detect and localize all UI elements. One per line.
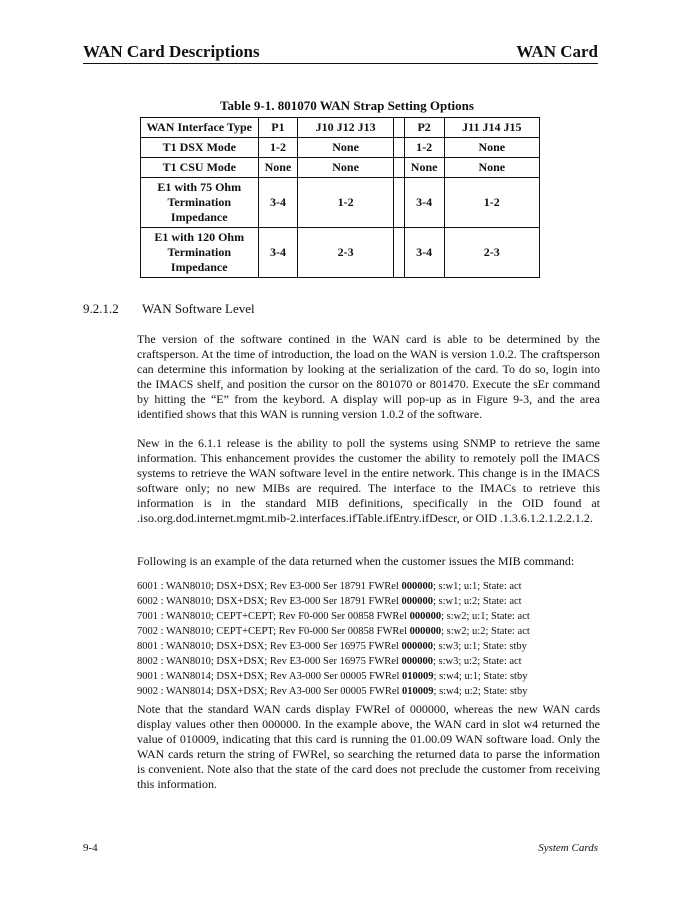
mib-output-line: 7002 : WAN8010; CEPT+CEPT; Rev F0-000 Ser 00858 FWRel 000000; s:w2; u:2; State: act [137,626,530,637]
header-rule [83,63,598,64]
table-cell: None [404,158,444,178]
section-title: WAN Software Level [142,301,255,316]
table-header-cell: P2 [404,118,444,138]
section-heading [83,301,255,317]
paragraph-text: New in the 6.1.1 release is the ability to poll the systems using SNMP to retrieve the same information. This enhancement provides the customer the ability to remotely poll the IMACS systems to retrieve the WAN software level in the entire network. This change is in the IMACS software only; no new MIBs are required. The interface to the IMACs to retrieve this information is in the standard MIB definitions, specifically in the OID found at .iso.org.dod.internet.mgmt.mib-2.interfaces.ifTable.ifEntry.ifDescr, or OID .1.3.6.1.2.1.2.2.1.2. [137,436,600,525]
section-number: 9.2.1.2 [83,301,119,316]
table-row [141,228,540,278]
page-header [83,40,598,62]
table-cell: T1 CSU Mode [141,158,259,178]
table-cell: 3-4 [258,178,298,228]
table-cell: None [444,138,539,158]
strap-settings-table [140,117,540,278]
table-cell: E1 with 120 Ohm Termination Impedance [141,228,259,278]
mib-output-line: 8002 : WAN8010; DSX+DSX; Rev E3-000 Ser 16975 FWRel 000000; s:w3; u:2; State: act [137,656,522,667]
table-caption: Table 9-1. 801070 WAN Strap Setting Options [220,98,474,113]
page-number: 9-4 [83,842,98,854]
mib-output-line: 8001 : WAN8010; DSX+DSX; Rev E3-000 Ser 16975 FWRel 000000; s:w3; u:1; State: stby [137,641,527,652]
mib-output-line: 9002 : WAN8014; DSX+DSX; Rev A3-000 Ser 00005 FWRel 010009; s:w4; u:2; State: stby [137,686,528,697]
table-header-cell: J10 J12 J13 [298,118,393,138]
table-cell: 3-4 [404,228,444,278]
table-cell: 2-3 [298,228,393,278]
page-footer [83,842,598,854]
table-header-cell: J11 J14 J15 [444,118,539,138]
table-cell: None [298,138,393,158]
paragraph-text: Note that the standard WAN cards display FWRel of 000000, whereas the new WAN cards display values other then 000000. In the example above, the WAN card in slot w4 returned the value of 010009, indicating that this card is running the 01.00.09 WAN software load. Only the WAN cards return the string of FWRel, so searching the returned data to parse the information is convenient. Note also that the state of the card does not preclude the customer from receiving this information. [137,702,600,791]
mib-output-line: 6001 : WAN8010; DSX+DSX; Rev E3-000 Ser 18791 FWRel 000000; s:w1; u:1; State: act [137,581,522,592]
table-cell: 1-2 [298,178,393,228]
table-cell: None [298,158,393,178]
table-gap-cell [393,158,404,178]
table-cell: None [444,158,539,178]
table-cell: T1 DSX Mode [141,138,259,158]
header-left-title: WAN Card Descriptions [83,42,260,61]
table-cell: 2-3 [444,228,539,278]
mib-output-line: 7001 : WAN8010; CEPT+CEPT; Rev F0-000 Ser 00858 FWRel 000000; s:w2; u:1; State: act [137,611,530,622]
mib-output-listing [137,579,600,699]
table-cell: 1-2 [444,178,539,228]
table-gap-cell [393,178,404,228]
table-cell: E1 with 75 Ohm Termination Impedance [141,178,259,228]
paragraph-software-version [137,332,600,422]
table-row [141,158,540,178]
header-right-title: WAN Card [516,42,598,61]
paragraph-example-intro [137,554,600,569]
table-gap-cell [393,118,404,138]
paragraph-text: The version of the software contined in the WAN card is able to be determined by the craftsperson. At the time of introduction, the load on the WAN is version 1.0.2. The craftsperson can determine this information by looking at the serialization of the card. To do so, login into the IMACS shelf, and position the cursor on the 801070 or 801470. Execute the sEr command by hitting the “E” from the keybord. A display will pop-up as in Figure 9-3, and the area identified shows that this WAN is running version 1.0.2 of the software. [137,332,600,421]
paragraph-snmp-polling [137,436,600,526]
table-cell: 3-4 [404,178,444,228]
table-cell: 3-4 [258,228,298,278]
mib-output-line: 9001 : WAN8014; DSX+DSX; Rev A3-000 Ser 00005 FWRel 010009; s:w4; u:1; State: stby [137,671,528,682]
table-row [141,178,540,228]
paragraph-fwrel-note [137,702,600,792]
table-cell: None [258,158,298,178]
footer-section-name: System Cards [538,842,598,854]
table-gap-cell [393,228,404,278]
table-cell: 1-2 [404,138,444,158]
table-header-cell: WAN Interface Type [141,118,259,138]
table-cell: 1-2 [258,138,298,158]
paragraph-text: Following is an example of the data returned when the customer issues the MIB command: [137,554,575,568]
table-row [141,138,540,158]
mib-output-line: 6002 : WAN8010; DSX+DSX; Rev E3-000 Ser 18791 FWRel 000000; s:w1; u:2; State: act [137,596,522,607]
table-header-row [141,118,540,138]
table-gap-cell [393,138,404,158]
table-header-cell: P1 [258,118,298,138]
